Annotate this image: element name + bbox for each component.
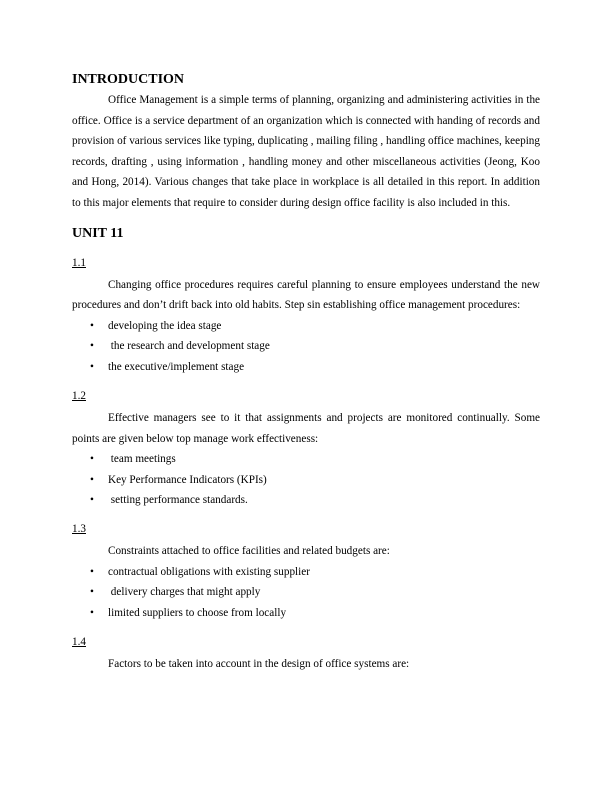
list-item: • the executive/implement stage: [72, 357, 540, 377]
section-1-4: [72, 634, 540, 675]
section-1-3: [72, 521, 540, 623]
list-item: • team meetings: [72, 449, 540, 469]
section-number: 1.3: [72, 523, 86, 536]
introduction-heading: INTRODUCTION: [72, 72, 185, 87]
list-item: • limited suppliers to choose from locally: [72, 603, 540, 623]
bullet-icon: •: [90, 360, 94, 373]
bullet-icon: •: [90, 453, 94, 466]
section-1-2: [72, 388, 540, 510]
bullet-icon: •: [90, 473, 94, 486]
section-paragraph: Effective managers see to it that assignments and projects are monitored continually. Some points are given below top manage work effectiveness:: [72, 411, 540, 445]
list-item: • contractual obligations with existing supplier: [72, 562, 540, 582]
document-page: [72, 70, 540, 675]
list-item: • the research and development stage: [72, 336, 540, 356]
section-number: 1.2: [72, 389, 86, 402]
list-item: • delivery charges that might apply: [72, 582, 540, 602]
introduction-paragraph: Office Management is a simple terms of planning, organizing and administering activities in the office. Office is a service department of an organization which is connected with handing of records and provision of various services like typing, duplicating , mailing filing , handling office machines, keeping records, drafting , using information , handling money and other miscellaneous activities (Jeong, Koo and Hong, 2014). Various changes that take place in workplace is all detailed in this report. In addition to this major elements that require to consider during design office facility is also included in this.: [72, 94, 540, 209]
bullet-list: [72, 562, 540, 623]
bullet-icon: •: [90, 340, 94, 353]
bullet-icon: •: [90, 319, 94, 332]
section-paragraph: Constraints attached to office facilities and related budgets are:: [108, 545, 390, 558]
bullet-list: [72, 316, 540, 377]
bullet-icon: •: [90, 606, 94, 619]
unit-heading: UNIT 11: [72, 225, 124, 241]
list-item: • setting performance standards.: [72, 490, 540, 510]
bullet-icon: •: [90, 586, 94, 599]
section-number: 1.1: [72, 256, 86, 269]
bullet-icon: •: [90, 565, 94, 578]
section-paragraph: Changing office procedures requires careful planning to ensure employees understand the new procedures and don’t drift back into old habits. Step sin establishing office management procedures:: [72, 278, 540, 312]
section-paragraph: Factors to be taken into account in the design of office systems are:: [108, 658, 410, 671]
section-1-1: [72, 255, 540, 377]
section-number: 1.4: [72, 636, 86, 649]
bullet-icon: •: [90, 493, 94, 506]
list-item: • developing the idea stage: [72, 316, 540, 336]
list-item: • Key Performance Indicators (KPIs): [72, 470, 540, 490]
bullet-list: [72, 449, 540, 510]
